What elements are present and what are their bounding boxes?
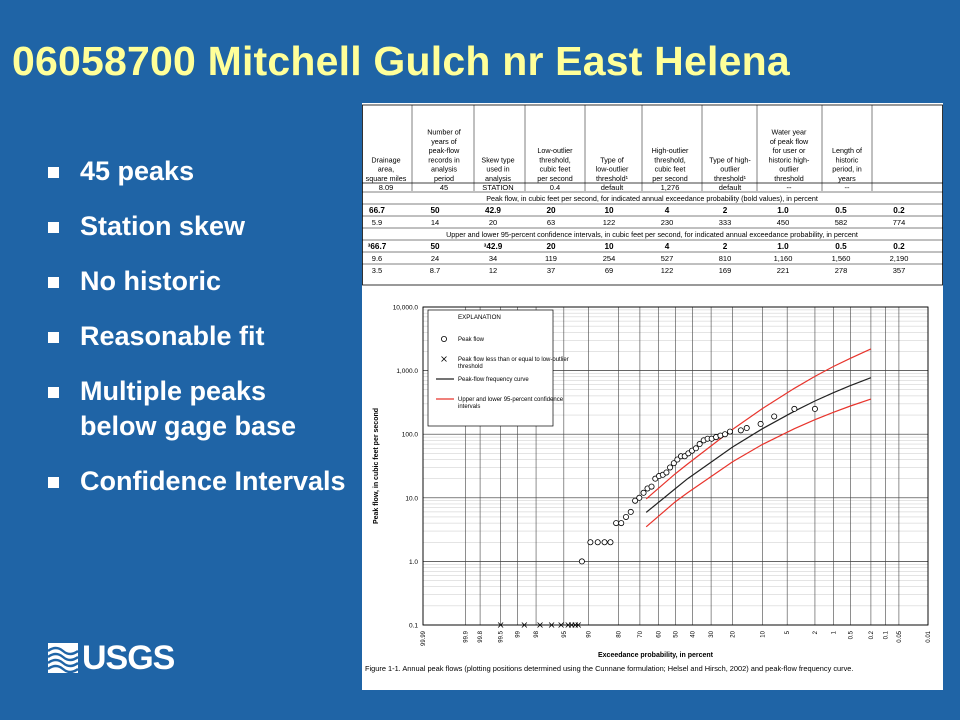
table-header-text: of peak flow [769,136,809,146]
table-header-text: threshold, [654,155,686,165]
table-header-text: records in [428,155,460,165]
peak-flow-point [722,432,727,437]
table-cell: default [600,183,624,192]
x-tick-label: 10 [760,631,767,638]
x-tick-label: 99.9 [463,631,470,643]
table-aep-value: ³66.7 [367,242,387,251]
table-header-text: Skew type [481,155,515,165]
table-cell: default [718,183,742,192]
peak-flow-point [588,540,593,545]
table-header-text: peak-flow [428,146,460,156]
peak-flow-point [628,509,633,514]
peak-flow-point [641,490,646,495]
table-header-text: threshold¹ [714,174,746,183]
y-tick-label: 0.1 [408,622,418,630]
table-aep-value: 66.7 [369,206,385,215]
peak-flow-point [738,428,743,433]
x-tick-label: 20 [730,631,737,638]
peak-flow-point [637,495,642,500]
table-header-text: per second [652,174,688,183]
table-aep-value: 50 [430,242,440,251]
bullet-text: Multiple peaks below gage base [80,376,297,441]
bullet-square-icon [48,477,59,488]
table-aep-value: 2 [722,206,728,215]
x-axis-label: Exceedance probability, in percent [597,652,714,659]
table-header-text: outlier [779,164,799,174]
frequency-curve-line [646,378,871,513]
table-header-text: threshold¹ [596,174,628,183]
bullet-item [48,464,348,499]
peak-flow-point [667,465,672,470]
table-header-text: High-outlier [651,146,689,156]
legend-item-label: Upper and lower 95-percent confidence [458,397,564,403]
table-cell: -- [844,183,850,192]
table-peak-value: 450 [776,218,790,227]
y-tick-label: 10,000.0 [392,304,418,312]
table-lower-value: 357 [892,266,906,275]
usgs-wave-icon [48,643,78,673]
table-header-text: historic [835,155,859,165]
legend-item-label: Peak flow less than or equal to low-outlier [458,357,569,363]
legend-item-label: threshold [458,364,483,370]
table-aep-value: 4 [664,242,670,251]
table-header-text: analysis [431,164,457,174]
table-header-text: Water year [771,127,807,137]
x-tick-label: 99.5 [498,631,505,643]
bullet-text: Reasonable fit [80,321,265,351]
table-header-text: Type of high- [709,155,751,165]
bullet-square-icon [48,167,59,178]
peak-flow-point [664,470,669,475]
table-aep-value: 0.2 [893,206,905,215]
table-caption: Peak flow, in cubic feet per second, for indicated annual exceedance probability (bold values), in percent [486,194,818,203]
x-tick-label: 5 [785,631,792,635]
table-caption: Upper and lower 95-percent confidence intervals, in cubic feet per second, for indicated annual exceedance probability, in percent [446,230,858,239]
table-header-text: per second [537,174,573,183]
table-lower-value: 69 [604,266,614,275]
bullet-square-icon [48,222,59,233]
table-cell: 8.09 [378,183,394,192]
table-upper-value: 34 [488,254,498,263]
table-lower-value: 278 [834,266,848,275]
legend-title: EXPLANATION [458,314,501,321]
peak-flow-point [579,559,584,564]
logo-text: USGS [82,638,175,677]
x-tick-label: 70 [637,631,644,638]
table-header-text: for user or [772,146,806,156]
x-tick-label: 1 [831,631,838,635]
table-header-text: threshold [774,174,804,183]
table-upper-value: 1,560 [831,254,851,263]
table-cell: -- [786,183,792,192]
x-tick-label: 60 [656,631,663,638]
table-cell: 45 [439,183,449,192]
table-aep-value: 10 [604,242,614,251]
peak-flow-point [812,406,817,411]
table-aep-value: 1.0 [777,242,789,251]
table-header-text: used in [486,164,510,174]
bullet-item [48,154,348,189]
table-cell: 1,276 [660,183,680,192]
table-peak-value: 14 [430,218,440,227]
y-axis-label: Peak flow, in cubic feet per second [373,407,380,525]
table-header-text: Length of [832,146,862,156]
x-tick-label: 80 [616,631,623,638]
table-aep-value: 20 [546,206,556,215]
peak-flow-point [623,514,628,519]
y-tick-label: 1,000.0 [396,368,418,376]
x-tick-label: 50 [673,631,680,638]
bullet-item [48,209,348,244]
table-aep-value: 1.0 [777,206,789,215]
bullet-item [48,319,348,354]
x-tick-label: 0.05 [896,631,903,643]
table-upper-value: 9.6 [371,254,383,263]
x-tick-label: 90 [586,631,593,638]
table-header-text: cubic feet [539,164,571,174]
bullet-text: Confidence Intervals [80,466,346,496]
bullet-text: Station skew [80,211,246,241]
peak-flow-point [727,429,732,434]
peak-flow-point [649,484,654,489]
x-tick-label: 30 [709,631,716,638]
table-lower-value: 122 [660,266,674,275]
table-aep-value: 0.5 [835,242,847,251]
table-aep-value: 20 [546,242,556,251]
legend-circle-icon [441,336,446,341]
peak-flow-point [744,425,749,430]
table-lower-value: 221 [776,266,790,275]
x-tick-label: 2 [812,631,819,635]
legend-box [428,310,553,426]
table-aep-value: 0.5 [835,206,847,215]
table-upper-value: 1,160 [773,254,793,263]
peak-flow-point [619,521,624,526]
x-tick-label: 99.99 [421,631,427,647]
table-cell: 0.4 [549,183,561,192]
x-tick-label: 40 [690,631,697,638]
x-tick-label: 0.01 [926,631,932,643]
table-peak-value: 20 [488,218,498,227]
table-aep-value: ³42.9 [483,242,503,251]
table-peak-value: 230 [660,218,674,227]
x-tick-label: 0.5 [848,631,855,640]
table-header-text: analysis [485,174,511,183]
table-header-text: years of [431,136,457,146]
bullet-square-icon [48,332,59,343]
table-lower-value: 169 [718,266,732,275]
table-aep-value: 2 [722,242,728,251]
table-peak-value: 122 [602,218,616,227]
bullet-list [48,154,348,519]
peak-flow-point [602,540,607,545]
bullet-item [48,374,348,444]
table-upper-value: 24 [430,254,440,263]
x-tick-label: 0.1 [883,631,890,640]
table-aep-value: 42.9 [485,206,501,215]
table-header-text: outlier [720,164,740,174]
table-header-text: years [838,174,856,183]
table-aep-value: 50 [430,206,440,215]
table-header-text: period [434,174,454,183]
bullet-square-icon [48,277,59,288]
peak-flow-point [792,406,797,411]
table-lower-value: 37 [546,266,556,275]
table-aep-value: 0.2 [893,242,905,251]
table-cell: STATION [482,183,514,192]
x-tick-label: 99.8 [478,631,485,643]
peak-flow-point [614,521,619,526]
table-peak-value: 582 [834,218,848,227]
table-header-text: area, [377,164,395,174]
table-aep-value: 4 [664,206,670,215]
table-upper-value: 119 [545,254,557,263]
figure-caption: Figure 1-1. Annual peak flows (plotting positions determined using the Cunnane formulation; Helsel and Hirsch, 2002) and peak-flow frequency curve. [365,664,854,673]
table-header-text: low-outlier [595,164,629,174]
table-header-text: Low-outlier [537,146,573,156]
legend-item-label: Peak-flow frequency curve [458,377,529,383]
table-header-text: Drainage [371,155,401,165]
peak-flow-point [595,540,600,545]
table-header-text: Type of [600,155,624,165]
legend-item-label: Peak flow [458,337,485,343]
table-header-text: cubic feet [654,164,686,174]
table-header-text: Number of [427,127,461,137]
bullet-square-icon [48,387,59,398]
table-peak-value: 774 [892,218,906,227]
table-lower-value: 3.5 [371,266,383,275]
peak-flow-point [758,421,763,426]
y-tick-label: 10.0 [405,495,418,503]
table-lower-value: 12 [488,266,498,275]
table-header-text: period, in [832,164,862,174]
peak-flow-point [693,446,698,451]
table-peak-value: 63 [546,218,556,227]
table-peak-value: 5.9 [371,218,383,227]
table-upper-value: 527 [660,254,674,263]
table-upper-value: 810 [718,254,732,263]
x-tick-label: 99 [515,631,522,638]
table-header-text: threshold, [539,155,571,165]
y-tick-label: 1.0 [408,558,418,566]
x-tick-label: 98 [534,631,541,638]
bullet-text: 45 peaks [80,156,195,186]
figure-panel [362,103,943,690]
bullet-item [48,264,348,299]
table-upper-value: 254 [602,254,616,263]
figure-svg [362,103,943,690]
table-upper-value: 2,190 [889,254,909,263]
slide-title: 06058700 Mitchell Gulch nr East Helena [12,38,790,84]
usgs-logo [48,640,174,676]
table-header-text: square miles [365,174,407,183]
table-lower-value: 8.7 [429,266,441,275]
legend-item-label: intervals [458,404,481,410]
x-tick-label: 0.2 [868,631,875,640]
peak-flow-point [608,540,613,545]
table-aep-value: 10 [604,206,614,215]
bullet-text: No historic [80,266,222,296]
table-peak-value: 333 [718,218,732,227]
x-tick-label: 95 [561,631,568,638]
peak-flow-point [772,414,777,419]
y-tick-label: 100.0 [401,431,418,439]
table-header-text: historic high- [768,155,810,165]
